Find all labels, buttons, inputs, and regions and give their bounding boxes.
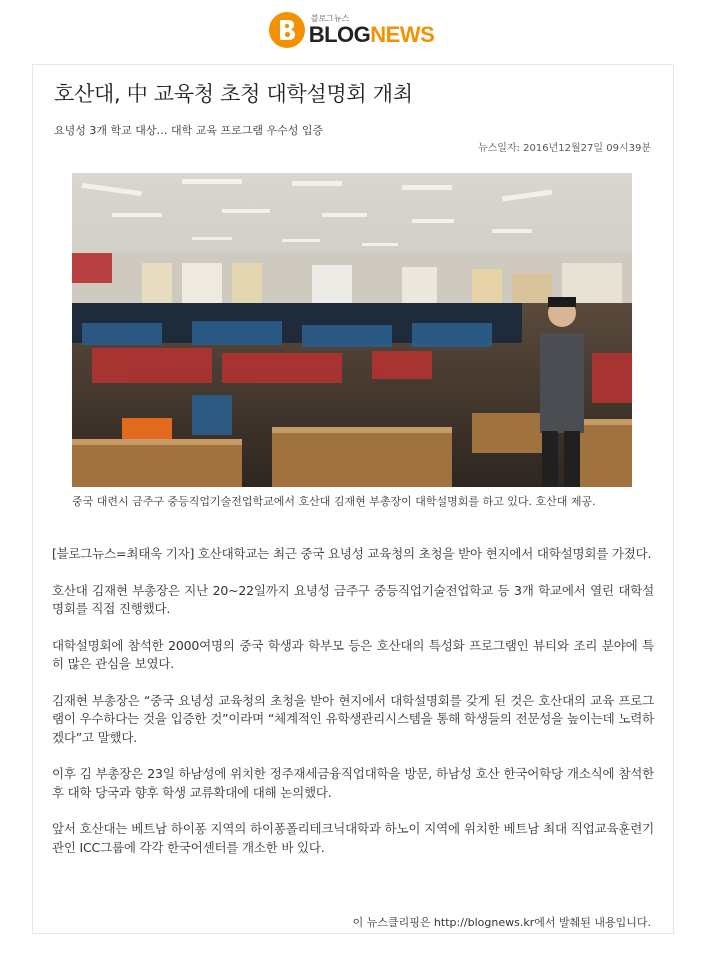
logo-news-text: NEWS [370, 21, 435, 47]
blognews-logo[interactable] [269, 12, 435, 48]
article-subtitle: 요녕성 3개 학교 대상… 대학 교육 프로그램 우수성 입증 [54, 124, 324, 137]
photo-caption: 중국 대련시 금주구 중등직업기술전업학교에서 호산대 김재현 부총장이 대학설명회를 하고 있다. 호산대 제공. [72, 495, 596, 508]
article-paragraph: 대학설명회에 참석한 2000여명의 중국 학생과 학부모 등은 호산대의 특성화 프로그램인 뷰티와 조리 분야에 특히 많은 관심을 보였다. [52, 637, 654, 671]
article-photo [72, 173, 632, 487]
source-note: 이 뉴스클리핑은 http://blognews.kr에서 발췌된 내용입니다. [352, 916, 651, 929]
logo-subtitle: 블로그뉴스 [310, 13, 350, 23]
article-paragraph: 이후 김 부총장은 23일 하남성에 위치한 정주재세금융직업대학을 방문, 하남성 호산 한국어학당 개소식에 참석한 후 대학 당국과 향후 학생 교류확대에 대해 논의했다. [52, 766, 654, 800]
logo-blog-text: BLOG [308, 21, 371, 47]
article-paragraph: 김재현 부총장은 “중국 요녕성 교육청의 초청을 받아 현지에서 대학설명회를 갖게 된 것은 호산대의 교육 프로그램이 우수하다는 것을 입증한 것”이라며 “체계적인 유학생관리시스템을 통해 학생들의 전문성을 높이는데 노력하겠다”고 말했다. [52, 692, 654, 745]
masthead [0, 8, 703, 52]
article-paragraph: [블로그뉴스=최태욱 기자] 호산대학교는 최근 중국 요녕성 교육청의 초청을 받아 현지에서 대학설명회를 가졌다. [52, 546, 652, 561]
article-title: 호산대, 中 교육청 초청 대학설명회 개최 [54, 82, 413, 106]
article-paragraph: 호산대 김재현 부총장은 지난 20~22일까지 요녕성 금주구 중등직업기술전업학교 등 3개 학교에서 열린 대학설명회를 직접 진행했다. [52, 582, 654, 616]
article-date: 뉴스일자: 2016년12월27일 09시39분 [477, 143, 651, 154]
logo-wordmark [308, 21, 435, 47]
article-paragraph: 앞서 호산대는 베트남 하이퐁 지역의 하이퐁폴리테크닉대학과 하노이 지역에 위치한 베트남 최대 직업교육훈련기관인 ICC그룹에 각각 한국어센터를 개소한 바 있다. [52, 821, 654, 855]
lecture-hall-photo [72, 173, 632, 487]
logo-b-icon [269, 12, 305, 48]
article-body [52, 545, 654, 875]
